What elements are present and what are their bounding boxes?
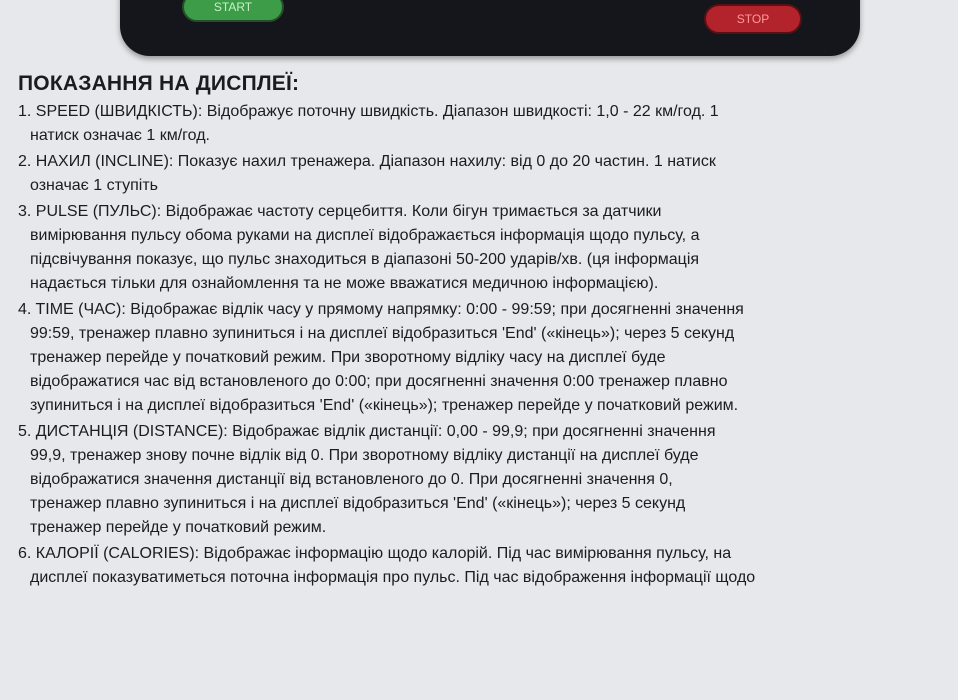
item-line: вимірювання пульсу обома руками на дисплеї відображається інформація щодо пульсу, а [30, 227, 700, 244]
item-time [18, 298, 940, 418]
item-line: відображатися час від встановленого до 0:00; при досягненні значення 0:00 тренажер плавно [30, 373, 728, 390]
document-page [0, 72, 958, 590]
item-line: дисплеї показуватиметься поточна інформація про пульс. Під час відображення інформації щодо [30, 569, 756, 586]
item-line: тренажер плавно зупиниться і на дисплеї відобразиться 'End' («кінець»); через 5 секунд [30, 495, 686, 512]
item-line: 3. PULSE (ПУЛЬС): Відображає частоту серцебиття. Коли бігун тримається за датчики [18, 203, 662, 220]
item-line: підсвічування показує, що пульс знаходиться в діапазоні 50-200 ударів/хв. (ця інформація [30, 251, 700, 268]
item-line: надається тільки для ознайомлення та не може вважатися медичною інформацією). [30, 275, 659, 292]
section-title: ПОКАЗАННЯ НА ДИСПЛЕЇ: [18, 72, 300, 95]
item-incline [18, 150, 940, 198]
item-line: 99:59, тренажер плавно зупиниться і на дисплеї відобразиться 'End' («кінець»); через 5 секунд [30, 325, 735, 342]
item-line: натиск означає 1 км/год. [30, 127, 210, 144]
treadmill-console [120, 0, 860, 56]
item-speed [18, 100, 940, 148]
item-line: відображатися значення дистанції від встановленого до 0. При досягненні значення 0, [30, 471, 673, 488]
item-line: 6. КАЛОРІЇ (CALORIES): Відображає інформацію щодо калорій. Під час вимірювання пульсу, на [18, 545, 732, 562]
item-line: означає 1 ступіть [30, 177, 159, 194]
item-pulse [18, 200, 940, 296]
item-line: тренажер перейде у початковий режим. [30, 519, 327, 536]
item-line: зупиниться і на дисплеї відобразиться 'End' («кінець»); тренажер перейде у початковий режим. [30, 397, 739, 414]
start-button[interactable]: START [182, 0, 284, 22]
item-line: тренажер перейде у початковий режим. При зворотному відліку часу на дисплеї буде [30, 349, 666, 366]
stop-button[interactable]: STOP [704, 4, 802, 34]
item-distance [18, 420, 940, 540]
item-line: 4. TIME (ЧАС): Відображає відлік часу у прямому напрямку: 0:00 - 99:59; при досягненні значення [18, 301, 744, 318]
item-line: 2. НАХИЛ (INCLINE): Показує нахил тренажера. Діапазон нахилу: від 0 до 20 частин. 1 натиск [18, 153, 716, 170]
item-line: 99,9, тренажер знову почне відлік від 0. При зворотному відліку дистанції на дисплеї буде [30, 447, 699, 464]
item-line: 1. SPEED (ШВИДКІСТЬ): Відображує поточну швидкість. Діапазон швидкості: 1,0 - 22 км/год. 1 [18, 103, 719, 120]
item-calories [18, 542, 940, 590]
item-line: 5. ДИСТАНЦІЯ (DISTANCE): Відображає відлік дистанції: 0,00 - 99,9; при досягненні значення [18, 423, 716, 440]
